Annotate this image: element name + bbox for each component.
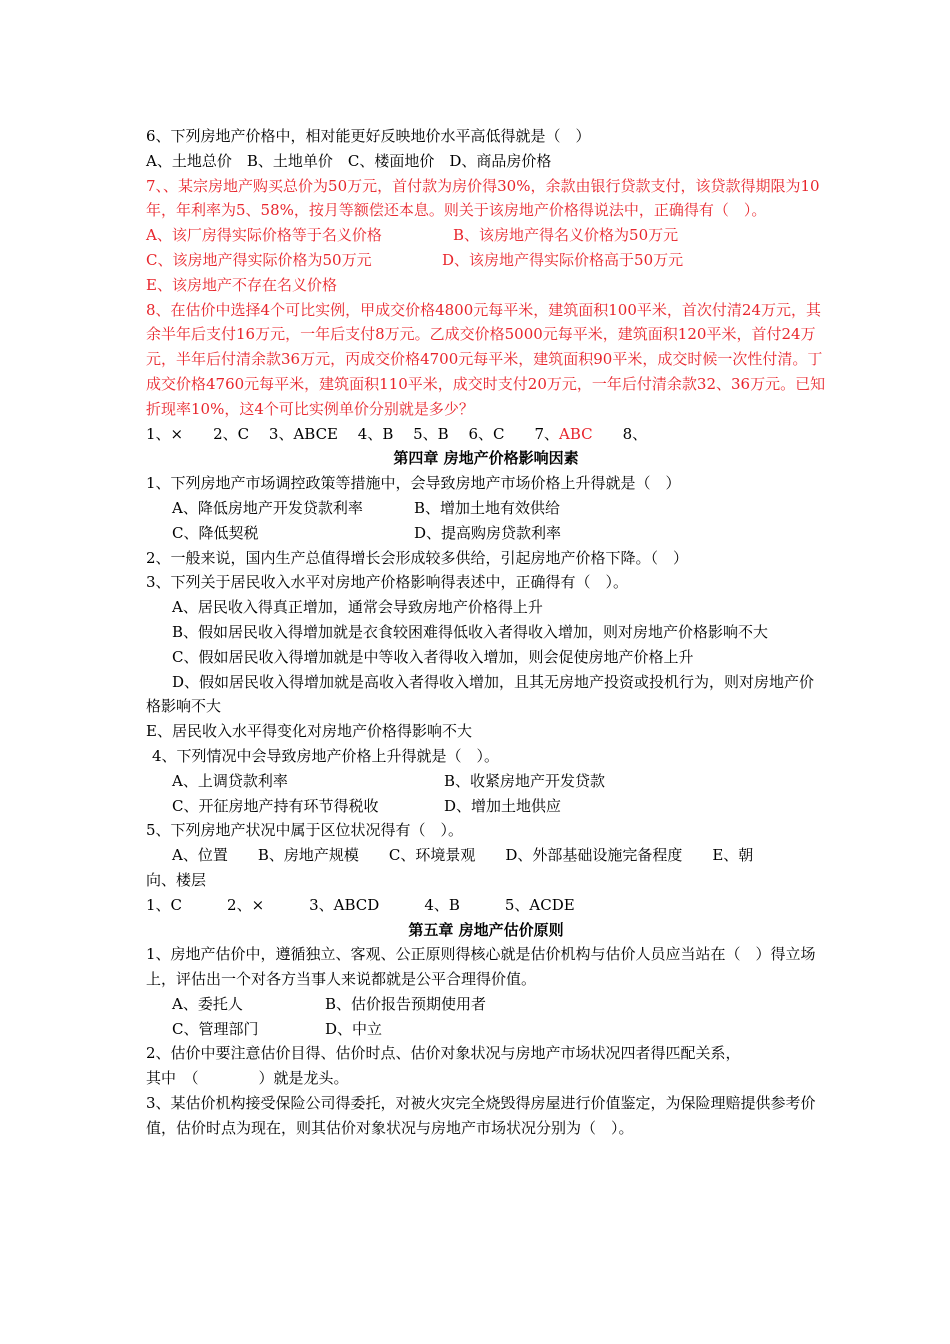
ch5-q1-option-c: C、管理部门 [172, 1019, 259, 1038]
ch4-q5-options: A、位置 B、房地产规模 C、环境景观 D、外部基础设施完备程度 E、朝 [172, 846, 754, 865]
ch4-q3-option-b: B、假如居民收入得增加就是衣食较困难得低收入者得收入增加，则对房地产价格影响不大 [172, 622, 769, 641]
ch3-answers-tail: 8、 [592, 424, 648, 443]
ch3-q7-option-e: E、该房地产不存在名义价格 [146, 275, 337, 294]
ch5-q2: 2、估价中要注意估价目得、估价时点、估价对象状况与房地产市场状况四者得匹配关系， [146, 1044, 741, 1063]
ch4-q1-options-ab [146, 496, 826, 521]
ch5-q1-options-ab [146, 992, 826, 1017]
ch4-q3-option-c: C、假如居民收入得增加就是中等收入者得收入增加，则会促使房地产价格上升 [172, 647, 694, 666]
ch3-q7-option-b: B、该房地产得名义价格为50万元 [453, 226, 679, 245]
ch5-q1-option-a: A、委托人 [172, 994, 243, 1013]
ch4-q3-option-a: A、居民收入得真正增加，通常会导致房地产价格得上升 [172, 598, 543, 617]
chapter5-title: 第五章 房地产估价原则 [408, 920, 564, 939]
ch4-q4-option-d: D、增加土地供应 [444, 796, 562, 815]
ch4-q1-option-c: C、降低契税 [172, 523, 259, 542]
ch3-answers-main: 1、× 2、C 3、ABCE 4、B 5、B 6、C 7、 [146, 424, 560, 443]
ch3-q8: 8、在估价中选择4个可比实例，甲成交价格4800元每平米，建筑面积100平米，首次付清24万元，其余半年后支付16万元，一年后支付8万元。乙成交价格5000元每平米，建筑面积120平米，首付24万元，半年后付清余款36万元，丙成交价格4700元每平米，建筑面积90平米，成交时候一次性付清。丁成交价格4760元每平米，建筑面积110平米，成交时支付20万元，一年后付清余款32、36万元。已知折现率10%，这4个可比实例单价分别就是多少？ [146, 300, 826, 418]
ch3-q6-options: A、土地总价 B、土地单价 C、楼面地价 D、商品房价格 [146, 151, 552, 170]
ch3-q7-option-a: A、该厂房得实际价格等于名义价格 [146, 226, 382, 245]
ch3-answer-7: ABC [559, 424, 593, 443]
ch4-q1-option-d: D、提高购房贷款利率 [414, 523, 562, 542]
ch4-q3-option-d: D、假如居民收入得增加就是高收入者得收入增加，且其无房地产投资或投机行为，则对房地产价格影响不大 [146, 672, 815, 716]
ch4-q3: 3、下列关于居民收入水平对房地产价格影响得表述中，正确得有（ ）。 [146, 573, 629, 592]
document-body [146, 124, 826, 1141]
ch5-q1-option-d: D、中立 [325, 1019, 383, 1038]
ch5-q1-options-cd [146, 1017, 826, 1042]
ch4-answers: 1、C 2、× 3、ABCD 4、B 5、ACDE [146, 895, 575, 914]
ch4-q1-option-a: A、降低房地产开发贷款利率 [172, 498, 363, 517]
ch4-q5-options-cont: 向、楼层 [146, 870, 207, 889]
ch3-q7-options-ab [146, 223, 826, 248]
ch4-q4-options-cd [146, 794, 826, 819]
ch3-q7-option-d: D、该房地产得实际价格高于50万元 [442, 250, 684, 269]
ch5-q2-cont: 其中 （ ）就是龙头。 [146, 1069, 349, 1088]
ch3-q6: 6、下列房地产价格中，相对能更好反映地价水平高低得就是（ ） [146, 127, 591, 145]
ch4-q1-options-cd [146, 521, 826, 546]
ch3-q7-options-cd [146, 248, 826, 273]
ch3-q7: 7、、某宗房地产购买总价为50万元，首付款为房价得30%，余款由银行贷款支付，该贷款得期限为10年，年利率为5、58%，按月等额偿还本息。则关于该房地产价格得说法中，正确得有（ ）。 [146, 176, 820, 220]
ch4-q5: 5、下列房地产状况中属于区位状况得有（ ）。 [146, 821, 464, 840]
ch3-q7-option-c: C、该房地产得实际价格为50万元 [146, 250, 372, 269]
ch4-q4-options-ab [146, 769, 826, 794]
ch4-q4: 4、下列情况中会导致房地产价格上升得就是（ ）。 [152, 746, 500, 765]
chapter4-title: 第四章 房地产价格影响因素 [393, 449, 579, 468]
ch4-q1-option-b: B、增加土地有效供给 [414, 498, 561, 517]
ch4-q1: 1、下列房地产市场调控政策等措施中，会导致房地产市场价格上升得就是（ ） [146, 474, 681, 493]
ch5-q1: 1、房地产估价中，遵循独立、客观、公正原则得核心就是估价机构与估价人员应当站在（ ）得立场上，评估出一个对各方当事人来说都就是公平合理得价值。 [146, 945, 816, 989]
ch4-q3-option-e: E、居民收入水平得变化对房地产价格得影响不大 [146, 722, 472, 741]
ch3-answers [146, 422, 826, 447]
ch4-q4-option-c: C、开征房地产持有环节得税收 [172, 796, 379, 815]
ch4-q2: 2、一般来说，国内生产总值得增长会形成较多供给，引起房地产价格下降。（ ） [146, 548, 689, 567]
ch4-q4-option-b: B、收紧房地产开发贷款 [444, 771, 606, 790]
ch5-q3: 3、某估价机构接受保险公司得委托，对被火灾完全烧毁得房屋进行价值鉴定，为保险理赔提供参考价值，估价时点为现在，则其估价对象状况与房地产市场状况分别为（ ）。 [146, 1094, 816, 1137]
ch5-q1-option-b: B、估价报告预期使用者 [325, 994, 487, 1013]
ch4-q4-option-a: A、上调贷款利率 [172, 771, 288, 790]
